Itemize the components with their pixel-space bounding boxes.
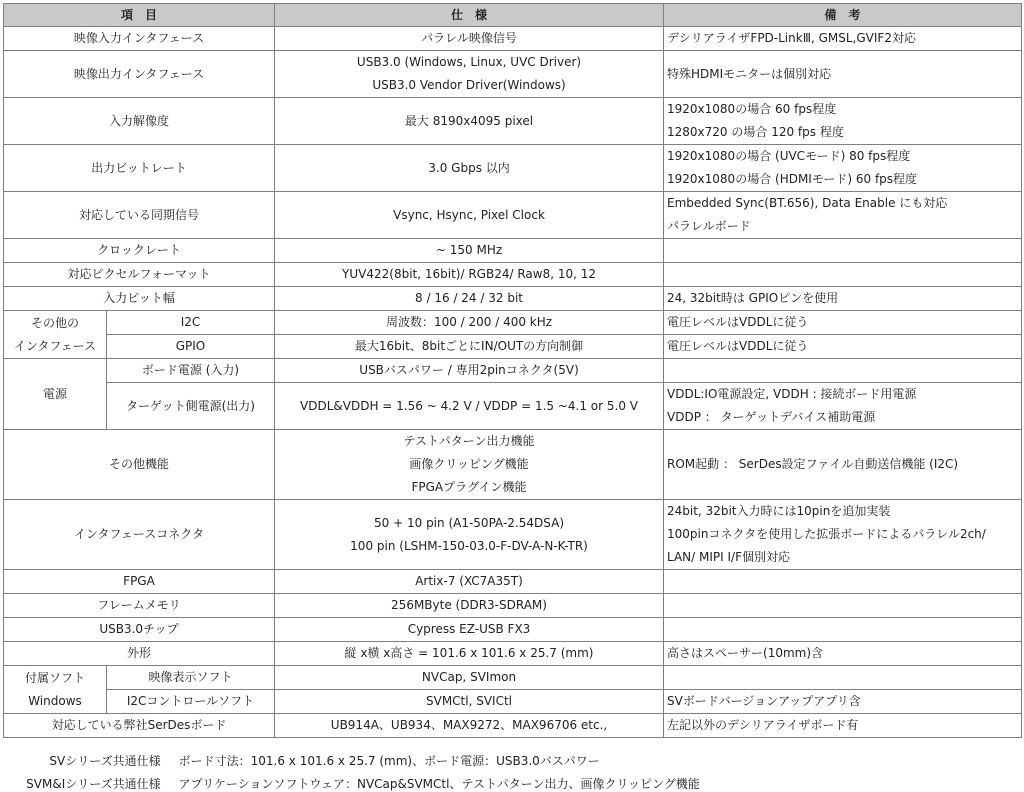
row-group: 電源: [4, 359, 107, 430]
spec-line: USB3.0 (Windows, Linux, UVC Driver): [356, 55, 582, 69]
spec-line: SVMCtl, SVICtl: [426, 694, 513, 708]
footnote-text: ボード寸法：101.6 x 101.6 x 25.7 (mm)、ボード電源：USB3.0バスパワー: [178, 754, 600, 768]
table-row: [4, 98, 1022, 145]
note-line: 高さはスペーサー(10mm)含: [667, 646, 824, 660]
note-line: VDDL:IO電源設定, VDDH : 接続ボード用電源: [667, 387, 917, 401]
table-row: [4, 618, 1022, 642]
row-note: [664, 690, 1022, 714]
table-row: [4, 594, 1022, 618]
row-item: 対応している同期信号: [4, 192, 275, 239]
row-spec: [275, 714, 664, 738]
note-line: LAN/ MIPI I/F個別対応: [667, 550, 790, 564]
row-item: 外形: [4, 642, 275, 666]
row-item: その他機能: [4, 430, 275, 500]
table-row: [4, 500, 1022, 570]
table-row: [4, 51, 1022, 98]
table-row: [4, 287, 1022, 311]
row-note: [664, 359, 1022, 383]
header-note: 備 考: [664, 4, 1022, 27]
table-row: [4, 335, 1022, 359]
note-line: 1920x1080の場合 (UVCモード) 80 fps程度: [667, 149, 911, 163]
note-line: パラレルボード: [667, 219, 751, 233]
row-spec: [275, 666, 664, 690]
table-row: [4, 239, 1022, 263]
row-spec: [275, 239, 664, 263]
row-item: GPIO: [107, 335, 275, 359]
spec-line: USB3.0 Vendor Driver(Windows): [372, 78, 566, 92]
spec-line: UB914A、UB934、MAX9272、MAX96706 etc.,: [330, 718, 608, 732]
note-line: 左記以外のデシリアライザボード有: [667, 718, 859, 732]
row-note: [664, 335, 1022, 359]
spec-line: Cypress EZ-USB FX3: [407, 622, 531, 636]
note-line: ROM起動 ： SerDes設定ファイル自動送信機能 (I2C): [667, 457, 959, 471]
spec-table: [3, 3, 1022, 738]
row-spec: [275, 690, 664, 714]
row-note: [664, 98, 1022, 145]
spec-line: 256MByte (DDR3-SDRAM): [391, 598, 547, 612]
table-row: [4, 430, 1022, 500]
table-row: [4, 714, 1022, 738]
row-item: ボード電源 (入力): [107, 359, 275, 383]
spec-line: VDDL&VDDH = 1.56 ~ 4.2 V / VDDP = 1.5 ~4.1 or 5.0 V: [300, 398, 638, 413]
row-item: クロックレート: [4, 239, 275, 263]
table-row: [4, 642, 1022, 666]
spec-line: YUV422(8bit, 16bit)/ RGB24/ Raw8, 10, 12: [342, 267, 596, 281]
row-spec: [275, 359, 664, 383]
row-item: 映像出力インタフェース: [4, 51, 275, 98]
note-line: 1920x1080の場合 (HDMIモード) 60 fps程度: [667, 172, 918, 186]
row-item: 映像入力インタフェース: [4, 27, 275, 51]
spec-line: 最大 8190x4095 pixel: [404, 113, 534, 128]
spec-line: 縦 x横 x高さ = 101.6 x 101.6 x 25.7 (mm): [344, 646, 594, 660]
note-line: 100pinコネクタを使用した拡張ボードによるパラレル2ch/: [667, 527, 986, 541]
footnote: [8, 760, 700, 792]
row-note: [664, 383, 1022, 430]
spec-line: 最大16bit、8bitごとにIN/OUTの方向制御: [354, 339, 584, 353]
footnote-text: アプリケーションソフトウェア：NVCap&SVMCtl、テストパターン出力、画像クリッピング機能: [178, 777, 700, 791]
note-line: Embedded Sync(BT.656), Data Enable にも対応: [667, 196, 948, 210]
row-item: フレームメモリ: [4, 594, 275, 618]
note-line: 24bit, 32bit入力時には10pinを追加実装: [667, 504, 891, 518]
row-note: [664, 714, 1022, 738]
spec-line: Artix-7 (XC7A35T): [415, 574, 523, 588]
row-item: 映像表示ソフト: [107, 666, 275, 690]
row-spec: [275, 145, 664, 192]
note-line: 電圧レベルはVDDLに従う: [667, 339, 809, 353]
row-note: [664, 666, 1022, 690]
row-item: 対応している弊社SerDesボード: [4, 714, 275, 738]
spec-line: ~ 150 MHz: [435, 243, 503, 257]
note-line: 特殊HDMIモニターは個別対応: [667, 66, 832, 81]
row-note: [664, 642, 1022, 666]
row-note: [664, 239, 1022, 263]
footnote-label: SVシリーズ共通仕様: [49, 754, 161, 768]
table-row: [4, 27, 1022, 51]
row-spec: [275, 287, 664, 311]
spec-line: NVCap, SVImon: [421, 670, 517, 684]
table-row: [4, 690, 1022, 714]
note-line: VDDP ： ターゲットデバイス補助電源: [667, 410, 876, 424]
table-row: [4, 359, 1022, 383]
row-spec: [275, 430, 664, 500]
row-note: [664, 192, 1022, 239]
spec-line: テストパターン出力機能: [403, 434, 535, 448]
row-item: ターゲット側電源(出力): [107, 383, 275, 430]
row-spec: [275, 500, 664, 570]
table-row: [4, 570, 1022, 594]
note-line: 電圧レベルはVDDLに従う: [667, 315, 809, 329]
footnote-label: SVM&Iシリーズ共通仕様: [26, 777, 161, 791]
row-note: [664, 618, 1022, 642]
row-spec: [275, 27, 664, 51]
row-item: USB3.0チップ: [4, 618, 275, 642]
spec-line: 8 / 16 / 24 / 32 bit: [415, 291, 523, 305]
note-line: 1280x720 の場合 120 fps 程度: [667, 125, 844, 139]
header-spec: 仕 様: [275, 4, 664, 27]
spec-line: パラレル映像信号: [421, 31, 517, 45]
table-row: [4, 145, 1022, 192]
row-item: 入力解像度: [4, 98, 275, 145]
row-spec: [275, 570, 664, 594]
spec-line: FPGAプラグイン機能: [411, 480, 527, 494]
note-line: SVボードバージョンアップアプリ含: [667, 694, 861, 708]
row-spec: [275, 618, 664, 642]
spec-line: 100 pin (LSHM-150-03.0-F-DV-A-N-K-TR): [350, 538, 588, 553]
row-note: [664, 27, 1022, 51]
row-note: [664, 430, 1022, 500]
row-group: 付属ソフト Windows: [4, 666, 107, 714]
row-spec: [275, 263, 664, 287]
table-row: [4, 666, 1022, 690]
table-row: [4, 263, 1022, 287]
spec-line: 画像クリッピング機能: [409, 457, 529, 471]
header-item: 項 目: [4, 4, 275, 27]
row-spec: [275, 192, 664, 239]
table-row: [4, 192, 1022, 239]
table-header-row: [4, 4, 1022, 27]
row-note: [664, 570, 1022, 594]
row-note: [664, 145, 1022, 192]
row-item: 入力ビット幅: [4, 287, 275, 311]
spec-line: 3.0 Gbps 以内: [428, 160, 510, 175]
table-row: [4, 311, 1022, 335]
row-item: I2C: [107, 311, 275, 335]
row-note: [664, 51, 1022, 98]
row-spec: [275, 51, 664, 98]
row-spec: [275, 335, 664, 359]
row-item: 出力ビットレート: [4, 145, 275, 192]
row-item: インタフェースコネクタ: [4, 500, 275, 570]
row-item: I2Cコントロールソフト: [107, 690, 275, 714]
note-line: 24, 32bit時は GPIOピンを使用: [667, 291, 839, 305]
spec-line: 周波数：100 / 200 / 400 kHz: [385, 315, 553, 329]
note-line: デシリアライザFPD-LinkⅢ, GMSL,GVIF2対応: [667, 31, 916, 45]
row-note: [664, 263, 1022, 287]
spec-line: 50 + 10 pin (A1-50PA-2.54DSA): [374, 515, 564, 530]
row-item: 対応ピクセルフォーマット: [4, 263, 275, 287]
row-item: FPGA: [4, 570, 275, 594]
row-note: [664, 594, 1022, 618]
spec-line: USBバスパワー / 専用2pinコネクタ(5V): [359, 363, 579, 377]
row-spec: [275, 98, 664, 145]
row-spec: [275, 311, 664, 335]
row-note: [664, 287, 1022, 311]
row-note: [664, 500, 1022, 570]
note-line: 1920x1080の場合 60 fps程度: [667, 102, 837, 116]
row-spec: [275, 383, 664, 430]
row-group: その他の インタフェース: [4, 311, 107, 359]
spec-line: Vsync, Hsync, Pixel Clock: [393, 207, 545, 222]
row-spec: [275, 594, 664, 618]
table-row: [4, 383, 1022, 430]
row-note: [664, 311, 1022, 335]
row-spec: [275, 642, 664, 666]
